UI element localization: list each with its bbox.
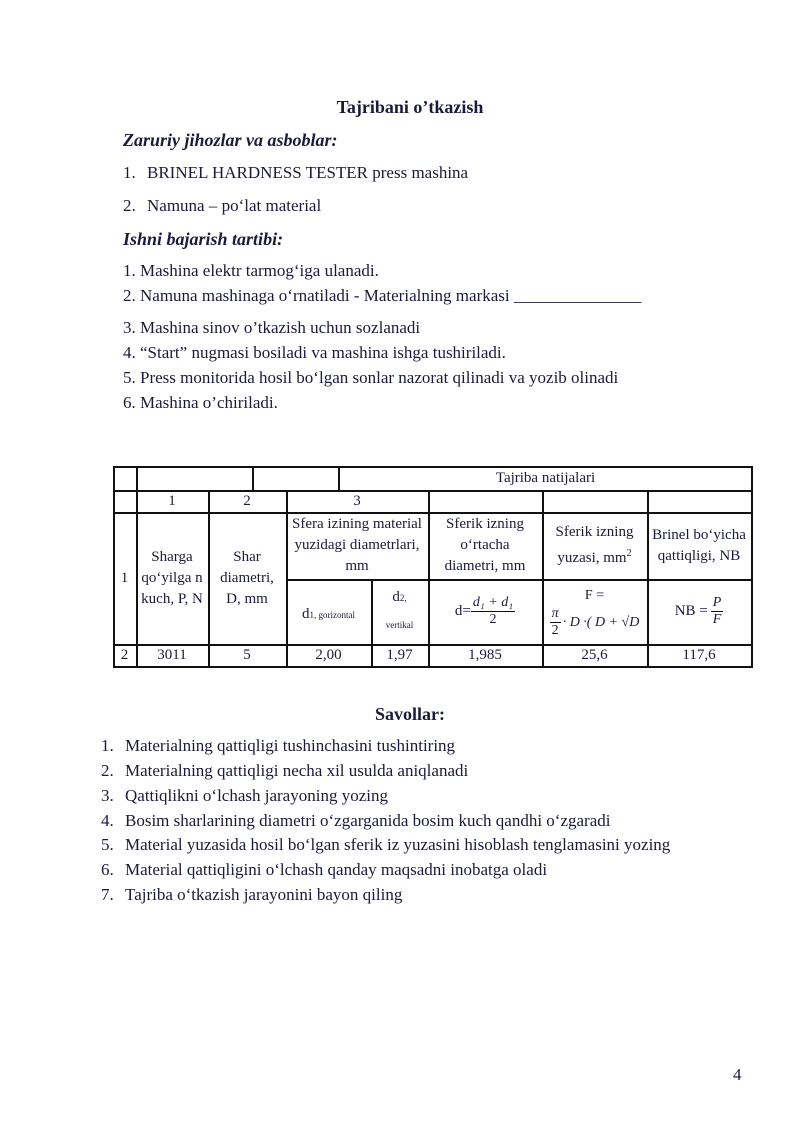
- question-item: [101, 811, 610, 831]
- area-header: [542, 512, 647, 579]
- col-number: 2: [243, 492, 251, 509]
- d2-symbol: d: [392, 589, 400, 605]
- area-header-label: Sferik izning yuzasi, mm: [555, 524, 634, 566]
- procedure-step: 1. Mashina elektr tarmog‘iga ulanadi.: [123, 261, 379, 280]
- hardness-header: Brinel bo‘yicha qattiqligi, NB: [652, 526, 746, 564]
- question-item: [101, 885, 402, 905]
- area-formula-rest: · D ·( D + √D: [562, 614, 640, 630]
- question-text: Material qattiqligini o‘lchash qanday maqsadni inobatga oladi: [125, 860, 548, 879]
- question-text: Materialning qattiqligi tushinchasini tushintiring: [125, 736, 456, 755]
- question-text: Materialning qattiqligi necha xil usulda aniqlanadi: [125, 761, 469, 780]
- results-header: Tajriba natijalari: [495, 469, 596, 486]
- question-num: 3.: [101, 786, 114, 805]
- area-formula-pi: π: [551, 605, 559, 621]
- force-value: 3011: [157, 646, 187, 663]
- question-item: [101, 860, 547, 880]
- hardness-formula-denominator: F: [712, 612, 722, 627]
- average-formula-prefix: d=: [454, 603, 471, 619]
- area-formula-prefix: F =: [584, 587, 605, 603]
- question-num: 7.: [101, 885, 114, 904]
- hardness-formula: [647, 579, 751, 644]
- question-item: [101, 736, 455, 756]
- question-num: 1.: [101, 736, 114, 755]
- question-item: [101, 786, 388, 806]
- d2-subscript-vertical: vertikal: [385, 620, 414, 630]
- diameter-value: 5: [243, 646, 251, 663]
- question-num: 4.: [101, 811, 114, 830]
- force-header: Sharga qo‘yilga n kuch, P, N: [141, 548, 203, 607]
- equipment-item: [123, 163, 468, 183]
- table-line: [252, 466, 254, 490]
- hardness-formula-fraction: [711, 595, 724, 628]
- equipment-item-text: Namuna – po‘lat material: [147, 196, 322, 215]
- area-header-sup: 2: [626, 548, 632, 559]
- d1-value: 2,00: [315, 646, 342, 663]
- d1-symbol: d: [302, 605, 310, 622]
- equipment-heading: Zaruriy jihozlar va asboblar:: [123, 130, 338, 150]
- procedure-step: 2. Namuna mashinaga o‘rnatiladi - Materialning markasi _______________: [123, 286, 642, 305]
- hardness-formula-numerator: P: [712, 595, 722, 610]
- diameter-header: Shar diametri, D, mm: [220, 548, 274, 607]
- question-text: Material yuzasida hosil bo‘lgan sferik iz yuzasini hisoblash tenglamasini yozing: [125, 835, 671, 854]
- area-formula-expression: [550, 606, 640, 639]
- procedure-heading: Ishni bajarish tartibi:: [123, 229, 284, 249]
- average-formula: [428, 579, 542, 644]
- average-formula-denominator: 2: [489, 612, 497, 627]
- average-diameter-header: Sferik izning o‘rtacha diametri, mm: [444, 516, 526, 574]
- row-number: 1: [120, 569, 129, 586]
- area-value: 25,6: [581, 646, 608, 663]
- d2-subscript: 2,: [399, 593, 407, 603]
- procedure-step: 6. Mashina o’chiriladi.: [123, 393, 278, 412]
- page-title: Tajribani o’tkazish: [336, 97, 484, 117]
- d1-subscript: 1, gorizontal: [309, 609, 355, 620]
- imprint-diameter-header: Sfera izining material yuzidagi diametrlari, mm: [292, 516, 422, 574]
- question-num: 6.: [101, 860, 114, 879]
- procedure-step: 3. Mashina sinov o’tkazish uchun sozlanadi: [123, 318, 421, 337]
- equipment-item-num: 1.: [123, 163, 136, 182]
- questions-heading: Savollar:: [375, 704, 445, 724]
- question-text: Tajriba o‘tkazish jarayonini bayon qiling: [125, 885, 403, 904]
- equipment-item-text: BRINEL HARDNESS TESTER press mashina: [147, 163, 469, 182]
- d2-value: 1,97: [386, 646, 413, 663]
- average-value: 1,985: [468, 646, 502, 663]
- question-num: 5.: [101, 835, 114, 854]
- average-formula-numerator: d₁ + d₁: [472, 595, 514, 610]
- area-formula-fraction: [550, 606, 561, 639]
- area-header-text: [548, 522, 641, 569]
- results-table: [113, 466, 753, 668]
- equipment-item-num: 2.: [123, 196, 136, 215]
- question-num: 2.: [101, 761, 114, 780]
- page-number: 4: [733, 1065, 742, 1084]
- col-number: 3: [353, 492, 361, 509]
- question-text: Qattiqlikni o‘lchash jarayoning yozing: [125, 786, 388, 805]
- hardness-value: 117,6: [682, 646, 716, 663]
- d2-formula: [371, 579, 428, 644]
- area-formula: [542, 579, 647, 644]
- procedure-step: 5. Press monitorida hosil bo‘lgan sonlar nazorat qilinadi va yozib olinadi: [123, 368, 619, 387]
- d1-formula: [286, 579, 371, 644]
- question-item: [101, 761, 468, 781]
- question-text: Bosim sharlarining diametri o‘zgarganida bosim kuch qandhi o‘zgaradi: [125, 811, 611, 830]
- row-number: 2: [120, 646, 129, 663]
- hardness-formula-prefix: NB =: [674, 603, 708, 619]
- table-line: [751, 466, 753, 668]
- equipment-item: [123, 196, 321, 216]
- col-number: 1: [168, 492, 176, 509]
- question-item: [101, 835, 670, 855]
- average-formula-fraction: [471, 595, 515, 628]
- procedure-step: 4. “Start” nugmasi bosiladi va mashina ishga tushiriladi.: [123, 343, 506, 362]
- area-formula-two: 2: [551, 622, 559, 638]
